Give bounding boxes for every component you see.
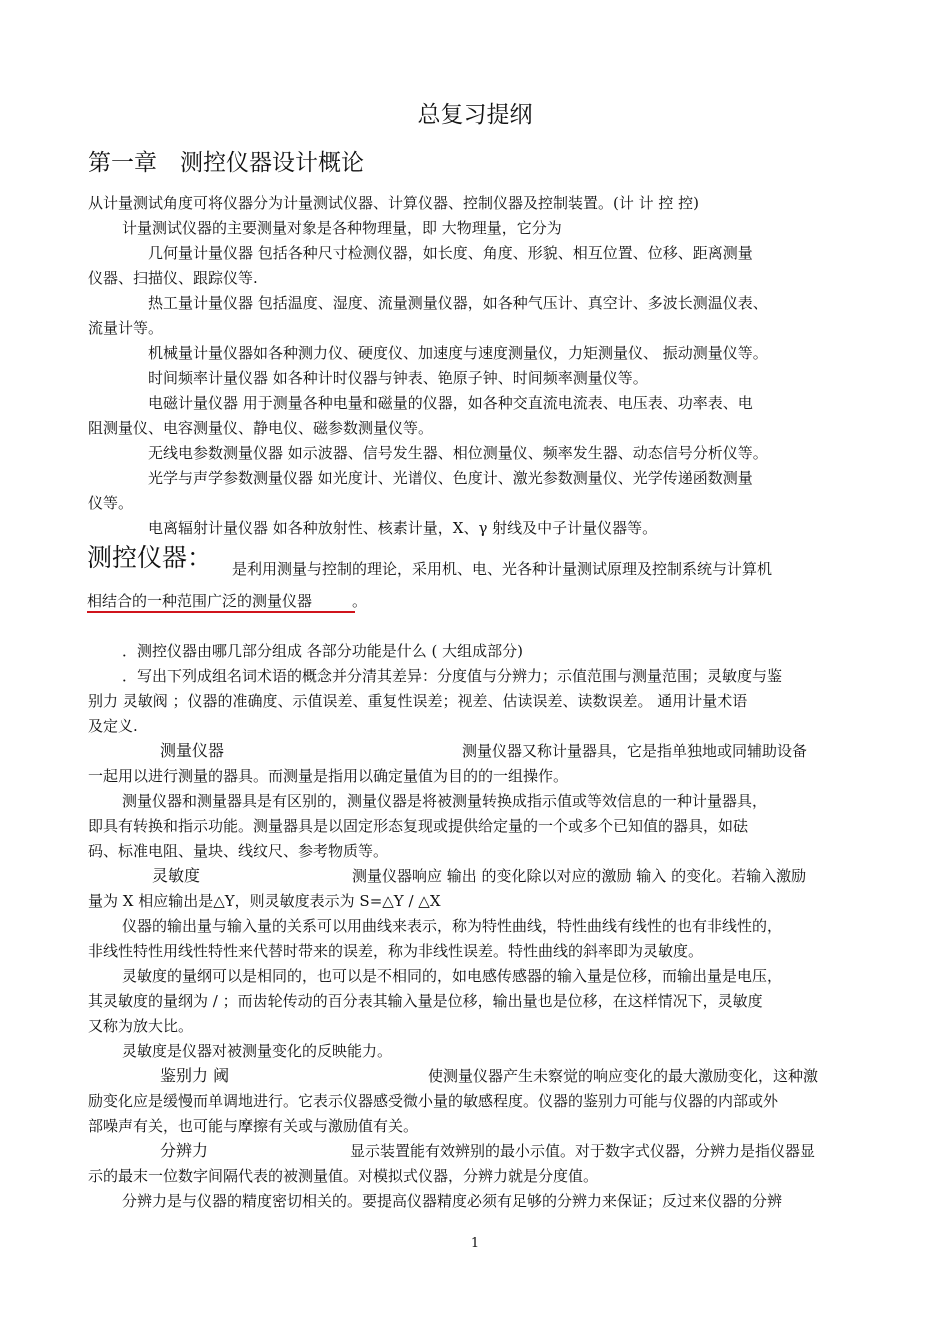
paragraph-line: 又称为放大比。 bbox=[88, 1017, 194, 1035]
question-2: ．写出下列成组名词术语的概念并分清其差异：分度值与分辨力；示值范围与测量范围；灵敏度与鉴 bbox=[122, 667, 783, 685]
paragraph-line: 即具有转换和指示功能。测量器具是以固定形态复现或提供给定量的一个或多个已知值的器具，如砝 bbox=[88, 817, 749, 835]
paragraph-line: 显示装置能有效辨别的最小示值。对于数字式仪器，分辨力是指仪器显 bbox=[350, 1142, 816, 1160]
page-number: 1 bbox=[470, 1236, 480, 1251]
question-2: 及定义. bbox=[88, 717, 138, 735]
paragraph-line: 仪等。 bbox=[88, 494, 134, 512]
definition-term: 测控仪器： bbox=[87, 543, 213, 572]
question-1: ．测控仪器由哪几部分组成 各部分功能是什么 ( 大组成部分) bbox=[122, 642, 524, 660]
paragraph-line: 无线电参数测量仪器 如示波器、信号发生器、相位测量仪、频率发生器、动态信号分析仪等。 bbox=[148, 444, 768, 462]
paragraph-line: 测量仪器响应 输出 的变化除以对应的激励 输入 的变化。若输入激励 bbox=[352, 867, 807, 885]
paragraph-line: 热工量计量仪器 包括温度、湿度、流量测量仪器，如各种气压计、真空计、多波长测温仪表、 bbox=[148, 294, 768, 312]
paragraph-line: 示的最末一位数字间隔代表的被测量值。对模拟式仪器，分辨力就是分度值。 bbox=[88, 1167, 599, 1185]
paragraph-line: 非线性特性用线性特性来代替时带来的误差，称为非线性误差。特性曲线的斜率即为灵敏度。 bbox=[88, 942, 704, 960]
paragraph-line: 几何量计量仪器 包括各种尺寸检测仪器，如长度、角度、形貌、相互位置、位移、距离测量 bbox=[148, 244, 753, 262]
red-underline bbox=[87, 611, 355, 613]
paragraph-line: 机械量计量仪器如各种测力仪、硬度仪、加速度与速度测量仪，力矩测量仪、 振动测量仪等。 bbox=[148, 344, 768, 362]
paragraph-line: 励变化应是缓慢而单调地进行。它表示仪器感受微小量的敏感程度。仪器的鉴别力可能与仪器的内部或外 bbox=[88, 1092, 779, 1110]
paragraph-line: 时间频率计量仪器 如各种计时仪器与钟表、铯原子钟、时间频率测量仪等。 bbox=[148, 369, 648, 387]
paragraph-line: 其灵敏度的量纲为 / ；而齿轮传动的百分表其输入量是位移，输出量也是位移，在这样情况下，灵敏度 bbox=[88, 992, 763, 1010]
paragraph-line: 量为 X 相应输出是△Y，则灵敏度表示为 S=△Y / △X bbox=[88, 892, 441, 910]
term-heading: 鉴别力 阈 bbox=[160, 1066, 230, 1085]
chapter-heading: 第一章 测控仪器设计概论 bbox=[88, 150, 364, 176]
paragraph-line: 码、标准电阻、量块、线纹尺、参考物质等。 bbox=[88, 842, 389, 860]
paragraph-line: 光学与声学参数测量仪器 如光度计、光谱仪、色度计、激光参数测量仪、光学传递函数测量 bbox=[148, 469, 753, 487]
paragraph-line: 电离辐射计量仪器 如各种放射性、核素计量，X、γ 射线及中子计量仪器等。 bbox=[148, 519, 658, 537]
paragraph-line: 流量计等。 bbox=[88, 319, 164, 337]
question-2: 别力 灵敏阀 ；仪器的准确度、示值误差、重复性误差；视差、估读误差、读数误差。 通用计量术语 bbox=[88, 692, 748, 710]
term-heading: 测量仪器 bbox=[160, 741, 225, 760]
paragraph-line: 从计量测试角度可将仪器分为计量测试仪器、计算仪器、控制仪器及控制装置。(计 计 控 控) bbox=[88, 194, 700, 212]
definition-highlight: 相结合的一种范围广泛的测量仪器 bbox=[87, 592, 313, 610]
paragraph-line: 灵敏度的量纲可以是相同的，也可以是不相同的，如电感传感器的输入量是位移，而输出量是电压， bbox=[122, 967, 783, 985]
paragraph-line: 电磁计量仪器 用于测量各种电量和磁量的仪器，如各种交直流电流表、电压表、功率表、电 bbox=[148, 394, 753, 412]
paragraph-line: 部噪声有关，也可能与摩擦有关或与激励值有关。 bbox=[88, 1117, 419, 1135]
term-heading: 分辨力 bbox=[160, 1141, 209, 1160]
paragraph-line: 测量仪器又称计量器具，它是指单独地或同辅助设备 bbox=[462, 742, 808, 760]
definition-text: 是利用测量与控制的理论，采用机、电、光各种计量测试原理及控制系统与计算机 bbox=[232, 560, 773, 578]
page-title: 总复习提纲 bbox=[417, 102, 533, 128]
paragraph-line: 仪器的输出量与输入量的关系可以用曲线来表示，称为特性曲线，特性曲线有线性的也有非线性的， bbox=[122, 917, 783, 935]
term-heading: 灵敏度 bbox=[152, 866, 201, 885]
paragraph-line: 使测量仪器产生未察觉的响应变化的最大激励变化，这种激 bbox=[428, 1067, 819, 1085]
paragraph-line: 分辨力是与仪器的精度密切相关的。要提高仪器精度必须有足够的分辨力来保证；反过来仪器的分辨 bbox=[122, 1192, 783, 1210]
paragraph-line: 灵敏度是仪器对被测量变化的反映能力。 bbox=[122, 1042, 393, 1060]
paragraph-line: 一起用以进行测量的器具。而测量是指用以确定量值为目的的一组操作。 bbox=[88, 767, 569, 785]
paragraph-line: 仪器、扫描仪、跟踪仪等. bbox=[88, 269, 258, 287]
paragraph-line: 计量测试仪器的主要测量对象是各种物理量，即 大物理量，它分为 bbox=[122, 219, 562, 237]
definition-end: 。 bbox=[352, 592, 368, 610]
paragraph-line: 测量仪器和测量器具是有区别的，测量仪器是将被测量转换成指示值或等效信息的一种计量器具， bbox=[122, 792, 768, 810]
paragraph-line: 阻测量仪、电容测量仪、静电仪、磁参数测量仪等。 bbox=[88, 419, 434, 437]
